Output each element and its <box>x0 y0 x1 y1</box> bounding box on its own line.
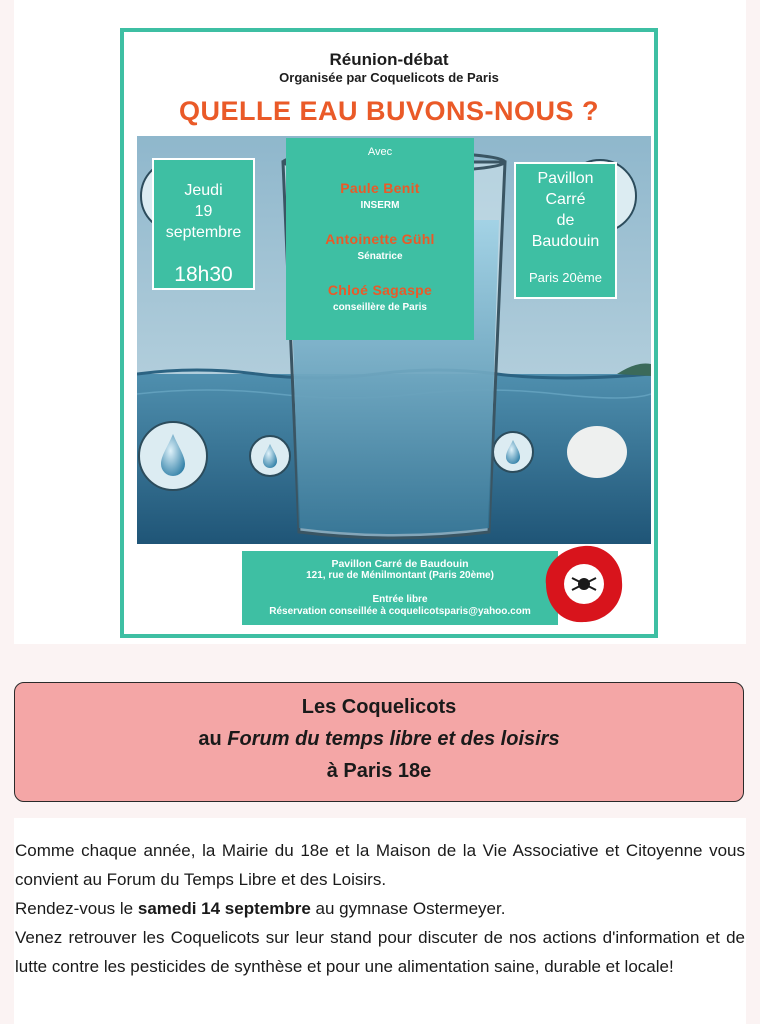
forum-announcement-banner <box>14 682 744 802</box>
banner-location: à Paris 18e <box>326 760 432 782</box>
date-day: Jeudi <box>184 182 223 199</box>
article-body <box>14 818 746 1024</box>
event-date-bold: samedi 14 septembre <box>137 899 311 918</box>
poster-image-container <box>14 8 746 644</box>
poster-title: Réunion-débat <box>329 50 449 69</box>
venue-district: Paris 20ème <box>529 270 602 285</box>
top-strip <box>14 0 746 8</box>
banner-subtitle <box>15 723 743 755</box>
info-address: 121, rue de Ménilmontant (Paris 20ème) <box>306 570 494 581</box>
date-month: septembre <box>165 224 242 241</box>
paragraph-text: au gymnase Ostermeyer. <box>315 899 506 918</box>
event-poster <box>120 28 658 638</box>
venue-line: Carré <box>545 191 586 208</box>
info-booking: Réservation conseillée à coquelicotsparis@yahoo.com <box>269 606 531 617</box>
speaker-name: Chloé Sagaspe <box>327 282 433 298</box>
event-info-box <box>240 549 560 627</box>
banner-subtitle-prefix: au <box>198 728 222 750</box>
speakers-intro: Avec <box>367 146 393 158</box>
venue-line: de <box>556 212 575 229</box>
speaker-name: Paule Benit <box>340 180 420 196</box>
event-venue-box <box>514 162 617 299</box>
speaker-role: Sénatrice <box>357 251 403 262</box>
paragraph-text: Rendez-vous le <box>15 899 134 918</box>
speaker-role: conseillère de Paris <box>333 302 427 313</box>
speaker-role: INSERM <box>360 200 400 211</box>
banner-title: Les Coquelicots <box>301 696 457 718</box>
poster-headline: QUELLE EAU BUVONS-NOUS ? <box>178 96 600 126</box>
venue-line: Pavillon <box>537 170 594 187</box>
speaker-name: Antoinette Gühl <box>325 231 435 247</box>
info-place: Pavillon Carré de Baudouin <box>331 558 469 570</box>
info-entry: Entrée libre <box>372 594 428 605</box>
article-paragraph: Comme chaque année, la Mairie du 18e et la Maison de la Vie Associative et Citoyenne vous convient au Forum du Temps Libre et des Loisirs. <box>15 841 745 889</box>
coquelicots-logo-stamp <box>542 542 626 626</box>
event-date-box <box>152 158 255 290</box>
venue-line: Baudouin <box>531 233 600 250</box>
event-time: 18h30 <box>174 263 233 286</box>
poster-subtitle: Organisée par Coquelicots de Paris <box>279 70 499 85</box>
article-paragraph: Venez retrouver les Coquelicots sur leur stand pour discuter de nos actions d'information et de lutte contre les pesticides de synthèse et pour une alimentation saine, durable et locale! <box>15 928 745 976</box>
speakers-box <box>286 138 474 340</box>
date-number: 19 <box>194 203 213 220</box>
article-paragraph <box>15 894 745 923</box>
forum-name: Forum du temps libre et des loisirs <box>227 728 560 750</box>
